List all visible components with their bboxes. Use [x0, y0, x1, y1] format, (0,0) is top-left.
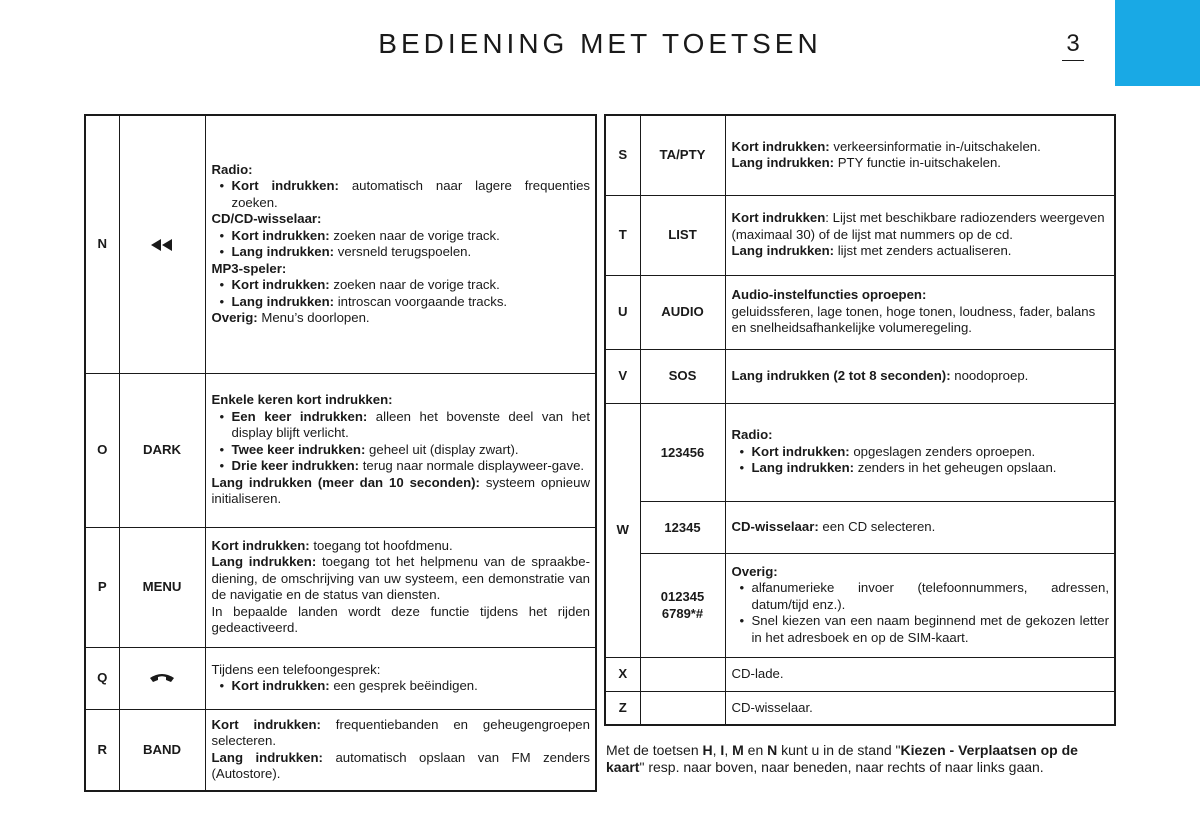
row-letter: X	[605, 657, 640, 691]
line-text: frequentiebanden en geheugengroepen selecteren.	[211, 716, 590, 749]
bold-term: Lang indrukken:	[731, 243, 835, 259]
bullet-line	[212, 678, 591, 695]
text-line	[212, 475, 591, 508]
bullet-line	[212, 294, 591, 311]
line-text: zoeken naar de vorige track.	[329, 227, 500, 243]
key-label: 012345 6789*#	[640, 553, 725, 657]
row-letter: O	[85, 373, 119, 527]
key-label: SOS	[640, 349, 725, 403]
rewind-icon	[150, 238, 174, 252]
row-description	[205, 527, 596, 647]
row-description	[725, 195, 1115, 275]
row-description	[725, 349, 1115, 403]
bullet-line	[732, 613, 1110, 646]
bold-term: Overig:	[731, 563, 778, 579]
bold-term: MP3-speler:	[211, 260, 287, 276]
line-text: toegang tot hoofdmenu.	[309, 537, 453, 553]
line-text: een gesprek beëindigen.	[329, 678, 478, 693]
text-line	[212, 662, 591, 679]
line-text: : Lijst met beschikbare radiozenders weergeven (maximaal 30) of de lijst mat nummers op de cd.	[731, 210, 1105, 242]
text-line	[212, 310, 591, 327]
bullet-line	[212, 442, 591, 459]
line-text: opgeslagen zenders oproepen.	[849, 443, 1036, 459]
row-letter: S	[605, 115, 640, 195]
bold-term: Lang indrukken:	[731, 155, 835, 171]
line-text: terug naar normale displayweer-gave.	[359, 458, 585, 474]
line-text: verkeersinformatie in-/uitschakelen.	[829, 138, 1041, 154]
bullet-line	[212, 409, 591, 442]
key-label	[640, 691, 725, 725]
row-letter: R	[85, 709, 119, 791]
text-line	[732, 210, 1110, 243]
line-text: zenders in het geheugen opslaan.	[854, 460, 1057, 476]
table-row-s	[605, 115, 1115, 195]
line-text: alfanumerieke invoer (telefoonnummers, adressen, datum/tijd enz.).	[751, 580, 1109, 612]
text-line	[732, 700, 1110, 717]
text-line	[732, 666, 1110, 683]
line-text: Snel kiezen van een naam beginnend met de gekozen letter in het adresboek en op de SIM-kaart.	[751, 613, 1109, 645]
table-row-v	[605, 349, 1115, 403]
line-text: introscan voorgaande tracks.	[334, 293, 508, 309]
row-description	[725, 501, 1115, 553]
bold-term: Een keer indrukken:	[231, 408, 368, 424]
bold-term: Lang indrukken (2 tot 8 seconden):	[731, 367, 951, 383]
bullet-line	[732, 444, 1110, 461]
row-letter: V	[605, 349, 640, 403]
text-line	[732, 368, 1110, 385]
row-description	[725, 403, 1115, 501]
bullet-line	[212, 228, 591, 245]
bold-term: Lang indrukken:	[231, 293, 335, 309]
line-text: zoeken naar de vorige track.	[329, 277, 500, 293]
line-text: In bepaalde landen wordt deze functie tijdens het rijden gedeactiveerd.	[211, 603, 590, 635]
row-letter: U	[605, 275, 640, 349]
bold-term: Kort indrukken:	[211, 716, 321, 732]
bold-term: Kort indrukken:	[211, 537, 310, 553]
row-letter: Q	[85, 647, 119, 709]
bold-term: Kort indrukken:	[231, 678, 330, 693]
key-label	[640, 657, 725, 691]
table-row-u	[605, 275, 1115, 349]
bullet-line	[212, 277, 591, 294]
table-row-t	[605, 195, 1115, 275]
bold-term: Kort indrukken:	[731, 138, 830, 154]
bold-term: Radio:	[731, 427, 773, 443]
row-letter: T	[605, 195, 640, 275]
row-description	[725, 275, 1115, 349]
table-row-p	[85, 527, 596, 647]
row-letter: P	[85, 527, 119, 647]
text-line	[212, 211, 591, 228]
row-letter: N	[85, 115, 119, 373]
text-line	[732, 427, 1110, 444]
table-row-n	[85, 115, 596, 373]
controls-table-right	[604, 114, 1116, 726]
line-text: CD-wisselaar.	[731, 699, 813, 715]
bullet-line	[732, 580, 1110, 613]
bold-term: Lang indrukken:	[211, 554, 317, 569]
bullet-line	[732, 460, 1110, 477]
bold-term: Lang indrukken:	[231, 244, 335, 260]
text-line	[212, 750, 591, 783]
bullet-line	[212, 458, 591, 475]
bullet-line	[212, 178, 591, 211]
row-description	[205, 115, 596, 373]
table-row-q	[85, 647, 596, 709]
row-description	[205, 373, 596, 527]
line-text: versneld terugspoelen.	[334, 244, 472, 260]
table-row-w-2	[605, 501, 1115, 553]
bold-term: Kort indrukken:	[231, 277, 330, 293]
line-text: geheel uit (display zwart).	[365, 441, 519, 457]
line-text: CD-lade.	[731, 665, 784, 681]
chapter-tab-marker	[1115, 0, 1200, 86]
bold-term: Radio:	[211, 161, 253, 177]
bold-term: Drie keer indrukken:	[231, 458, 360, 474]
bold-term: Lang indrukken:	[211, 749, 323, 765]
bullet-line	[212, 244, 591, 261]
row-letter: Z	[605, 691, 640, 725]
line-text: lijst met zenders actualiseren.	[834, 243, 1012, 259]
line-text: automatisch naar lagere frequenties zoeken.	[231, 178, 590, 210]
bold-term: Overig:	[211, 310, 258, 326]
key-label: BAND	[119, 709, 205, 791]
bold-term: Twee keer indrukken:	[231, 441, 366, 457]
key-cell	[119, 647, 205, 709]
bold-term: Lang indrukken:	[751, 460, 855, 476]
key-label: 12345	[640, 501, 725, 553]
text-line	[212, 717, 591, 750]
row-description	[725, 115, 1115, 195]
key-cell	[119, 115, 205, 373]
line-text: een CD selecteren.	[818, 518, 936, 534]
row-letter: W	[605, 403, 640, 657]
key-label: 123456	[640, 403, 725, 501]
key-label: DARK	[119, 373, 205, 527]
bold-term: Kort indrukken	[731, 210, 826, 226]
text-line	[212, 162, 591, 179]
table-row-w-3	[605, 553, 1115, 657]
line-text: automatisch opslaan van FM zenders (Autostore).	[211, 749, 591, 782]
bold-term: Lang indrukken (meer dan 10 seconden):	[211, 474, 480, 490]
text-line	[732, 243, 1110, 260]
bold-term: Audio-instelfuncties oproepen:	[731, 287, 927, 303]
table-row-r	[85, 709, 596, 791]
row-description	[205, 647, 596, 709]
text-line	[732, 304, 1110, 337]
line-text: alleen het bovenste deel van het display blijft verlicht.	[231, 408, 590, 441]
key-label: AUDIO	[640, 275, 725, 349]
text-line	[732, 139, 1110, 156]
table-row-o	[85, 373, 596, 527]
row-description	[725, 691, 1115, 725]
bold-term: CD-wisselaar:	[731, 518, 819, 534]
bold-term: Kort indrukken:	[751, 443, 850, 459]
line-text: noodoproep.	[950, 367, 1029, 383]
text-line	[212, 392, 591, 409]
text-line	[212, 604, 591, 637]
text-line	[732, 287, 1110, 304]
page-number: 3	[1062, 30, 1084, 61]
row-description	[205, 709, 596, 791]
controls-table-left	[84, 114, 597, 792]
key-label: TA/PTY	[640, 115, 725, 195]
bold-term: Kort indrukken:	[231, 178, 339, 194]
text-line	[732, 564, 1110, 581]
bold-term: CD/CD-wisselaar:	[211, 211, 322, 227]
text-line	[732, 155, 1110, 172]
page-title: BEDIENING MET TOETSEN	[378, 28, 822, 59]
text-line	[212, 554, 591, 604]
row-description	[725, 553, 1115, 657]
line-text: PTY functie in-uitschakelen.	[834, 155, 1001, 171]
bold-term: Kort indrukken:	[231, 227, 330, 243]
key-label: LIST	[640, 195, 725, 275]
table-row-z	[605, 691, 1115, 725]
row-description	[725, 657, 1115, 691]
table-row-x	[605, 657, 1115, 691]
text-line	[212, 538, 591, 555]
line-text: Menu’s doorlopen.	[257, 310, 370, 326]
table-row-w	[605, 403, 1115, 501]
bold-term: Enkele keren kort indrukken:	[211, 392, 393, 408]
key-label: MENU	[119, 527, 205, 647]
line-text: Tijdens een telefoongesprek:	[211, 661, 381, 677]
phone-hangup-icon	[147, 669, 177, 687]
line-text: systeem opnieuw initialiseren.	[211, 474, 590, 507]
text-line	[212, 261, 591, 278]
line-text: toegang tot het helpmenu van de spraakbe-diening, de omschrijving van uw systeem, een demonstratie van de navigatie en de status van diensten.	[211, 554, 590, 602]
line-text: geluidssferen, lage tonen, hoge tonen, loudness, fader, balans en snelheidsafhankelijke volumeregeling.	[731, 303, 1096, 336]
text-line	[732, 519, 1110, 536]
footnote-text: Met de toetsen H, I, M en N kunt u in de stand "Kiezen - Verplaatsen op de kaart" resp. naar boven, naar beneden, naar rechts of naar links gaan.	[606, 742, 1078, 775]
